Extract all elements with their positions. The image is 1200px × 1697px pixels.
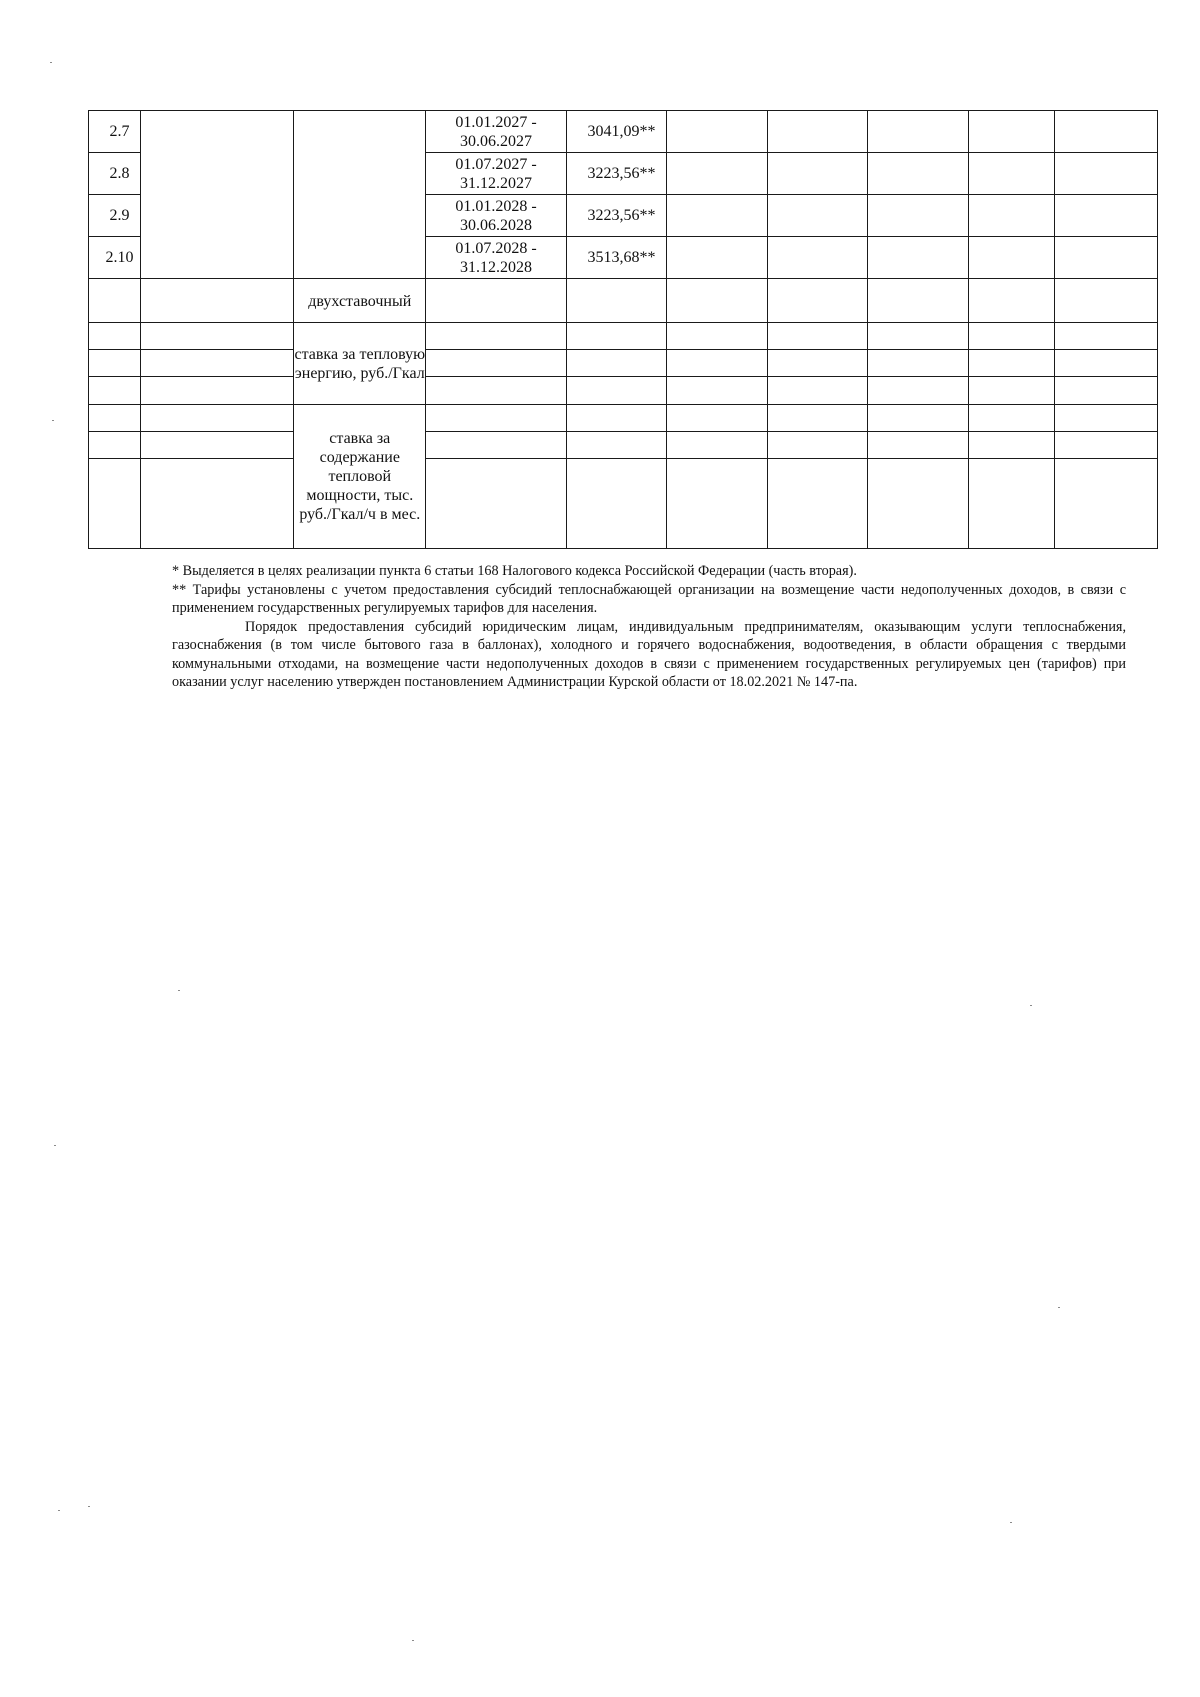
period-start: 01.01.2028 - bbox=[455, 197, 537, 215]
empty-cell bbox=[868, 195, 969, 237]
period-end: 30.06.2027 bbox=[459, 132, 532, 150]
empty-cell bbox=[1055, 237, 1158, 279]
row-number-cell: 2.9 bbox=[89, 195, 141, 237]
footnotes bbox=[172, 562, 1126, 692]
period-start: 01.07.2028 - bbox=[455, 239, 537, 257]
empty-cell bbox=[89, 459, 141, 549]
scan-speck bbox=[412, 1640, 414, 1641]
capacity-rate-label: ставка за содержание тепловой мощности, тыс. руб./Гкал/ч в мес. bbox=[294, 405, 426, 549]
scan-speck bbox=[1058, 1307, 1060, 1308]
empty-cell bbox=[667, 432, 768, 459]
empty-cell bbox=[1055, 153, 1158, 195]
empty-cell bbox=[868, 153, 969, 195]
two-part-tariff-label: двухставочный bbox=[294, 279, 426, 323]
empty-cell bbox=[1055, 323, 1158, 350]
period-start: 01.01.2027 - bbox=[455, 113, 537, 131]
tariff-value-cell: 3223,56** bbox=[566, 153, 667, 195]
empty-cell bbox=[667, 111, 768, 153]
empty-cell bbox=[968, 459, 1054, 549]
scan-speck bbox=[54, 1145, 56, 1146]
empty-cell bbox=[140, 323, 293, 350]
empty-cell bbox=[89, 405, 141, 432]
subsidy-procedure-paragraph: Порядок предоставления субсидий юридическим лицам, индивидуальным предпринимателям, оказывающим услуги теплоснабжения, газоснабжения (в том числе бытового газа в баллонах), холодного и горячего водоснабжения, водоотведения, в области обращения с твердыми коммунальными отходами, на возмещение части недополученных доходов в связи с применением государственных регулируемых цен (тарифов) при оказании услуг населению утвержден постановлением Администрации Курской области от 18.02.2021 № 147-па. bbox=[172, 618, 1126, 690]
empty-cell bbox=[89, 323, 141, 350]
empty-cell bbox=[566, 432, 667, 459]
empty-cell bbox=[767, 432, 868, 459]
empty-cell bbox=[667, 459, 768, 549]
scan-speck bbox=[1030, 1005, 1032, 1006]
empty-cell bbox=[566, 350, 667, 377]
tariff-value-cell: 3223,56** bbox=[566, 195, 667, 237]
scan-speck bbox=[178, 990, 180, 991]
empty-cell bbox=[767, 459, 868, 549]
empty-cell bbox=[140, 111, 293, 279]
scan-speck bbox=[52, 420, 54, 421]
empty-cell bbox=[767, 377, 868, 405]
empty-cell bbox=[968, 195, 1054, 237]
empty-cell bbox=[89, 377, 141, 405]
empty-cell bbox=[426, 377, 567, 405]
empty-cell bbox=[667, 323, 768, 350]
empty-cell bbox=[1055, 279, 1158, 323]
table-row bbox=[89, 432, 1158, 459]
empty-cell bbox=[767, 153, 868, 195]
footnote-subsidy: ** Тарифы установлены с учетом предоставления субсидий теплоснабжающей организации на возмещение части недополученных доходов, в связи с применением государственных регулируемых тарифов для населения. bbox=[172, 581, 1126, 616]
period-cell bbox=[426, 237, 567, 279]
empty-cell bbox=[294, 111, 426, 279]
empty-cell bbox=[968, 279, 1054, 323]
empty-cell bbox=[426, 432, 567, 459]
empty-cell bbox=[968, 323, 1054, 350]
empty-cell bbox=[667, 279, 768, 323]
empty-cell bbox=[89, 350, 141, 377]
empty-cell bbox=[767, 111, 868, 153]
empty-cell bbox=[566, 377, 667, 405]
empty-cell bbox=[968, 153, 1054, 195]
empty-cell bbox=[89, 432, 141, 459]
empty-cell bbox=[968, 111, 1054, 153]
scan-speck bbox=[50, 62, 52, 63]
empty-cell bbox=[566, 459, 667, 549]
empty-cell bbox=[968, 377, 1054, 405]
empty-cell bbox=[140, 350, 293, 377]
empty-cell bbox=[667, 195, 768, 237]
period-end: 31.12.2028 bbox=[459, 258, 532, 276]
period-end: 30.06.2028 bbox=[459, 216, 532, 234]
table-row bbox=[89, 377, 1158, 405]
empty-cell bbox=[868, 377, 969, 405]
empty-cell bbox=[968, 237, 1054, 279]
empty-cell bbox=[426, 405, 567, 432]
empty-cell bbox=[1055, 111, 1158, 153]
empty-cell bbox=[1055, 459, 1158, 549]
empty-cell bbox=[667, 377, 768, 405]
empty-cell bbox=[667, 350, 768, 377]
empty-cell bbox=[968, 350, 1054, 377]
empty-cell bbox=[140, 459, 293, 549]
empty-cell bbox=[140, 377, 293, 405]
empty-cell bbox=[667, 153, 768, 195]
empty-cell bbox=[868, 237, 969, 279]
heat-energy-rate-label: ставка за тепловую энергию, руб./Гкал bbox=[294, 323, 426, 405]
row-number-cell: 2.7 bbox=[89, 111, 141, 153]
period-cell bbox=[426, 195, 567, 237]
empty-cell bbox=[667, 237, 768, 279]
table-row bbox=[89, 111, 1158, 153]
empty-cell bbox=[426, 350, 567, 377]
empty-cell bbox=[767, 405, 868, 432]
table-row bbox=[89, 459, 1158, 549]
empty-cell bbox=[868, 405, 969, 432]
empty-cell bbox=[426, 323, 567, 350]
row-number-cell: 2.8 bbox=[89, 153, 141, 195]
empty-cell bbox=[140, 279, 293, 323]
empty-cell bbox=[968, 405, 1054, 432]
empty-cell bbox=[566, 405, 667, 432]
empty-cell bbox=[868, 432, 969, 459]
empty-cell bbox=[1055, 350, 1158, 377]
period-start: 01.07.2027 - bbox=[455, 155, 537, 173]
empty-cell bbox=[89, 279, 141, 323]
empty-cell bbox=[1055, 195, 1158, 237]
tariff-table bbox=[88, 110, 1158, 549]
scan-speck bbox=[1010, 1522, 1012, 1523]
empty-cell bbox=[566, 279, 667, 323]
empty-cell bbox=[1055, 377, 1158, 405]
empty-cell bbox=[426, 459, 567, 549]
empty-cell bbox=[868, 111, 969, 153]
empty-cell bbox=[426, 279, 567, 323]
empty-cell bbox=[140, 405, 293, 432]
tariff-value-cell: 3513,68** bbox=[566, 237, 667, 279]
empty-cell bbox=[140, 432, 293, 459]
footnote-vat: * Выделяется в целях реализации пункта 6 статьи 168 Налогового кодекса Российской Федерации (часть вторая). bbox=[172, 563, 857, 579]
empty-cell bbox=[767, 350, 868, 377]
scan-speck bbox=[88, 1506, 90, 1507]
period-cell bbox=[426, 111, 567, 153]
empty-cell bbox=[767, 237, 868, 279]
empty-cell bbox=[566, 323, 667, 350]
empty-cell bbox=[767, 279, 868, 323]
period-cell bbox=[426, 153, 567, 195]
empty-cell bbox=[868, 459, 969, 549]
empty-cell bbox=[767, 323, 868, 350]
table-row bbox=[89, 405, 1158, 432]
tariff-value-cell: 3041,09** bbox=[566, 111, 667, 153]
empty-cell bbox=[667, 405, 768, 432]
table-row bbox=[89, 350, 1158, 377]
table-row bbox=[89, 279, 1158, 323]
table-row bbox=[89, 323, 1158, 350]
empty-cell bbox=[1055, 432, 1158, 459]
empty-cell bbox=[1055, 405, 1158, 432]
row-number-cell: 2.10 bbox=[89, 237, 141, 279]
empty-cell bbox=[868, 350, 969, 377]
scan-speck bbox=[58, 1510, 60, 1511]
empty-cell bbox=[868, 323, 969, 350]
empty-cell bbox=[767, 195, 868, 237]
period-end: 31.12.2027 bbox=[459, 174, 532, 192]
empty-cell bbox=[868, 279, 969, 323]
empty-cell bbox=[968, 432, 1054, 459]
